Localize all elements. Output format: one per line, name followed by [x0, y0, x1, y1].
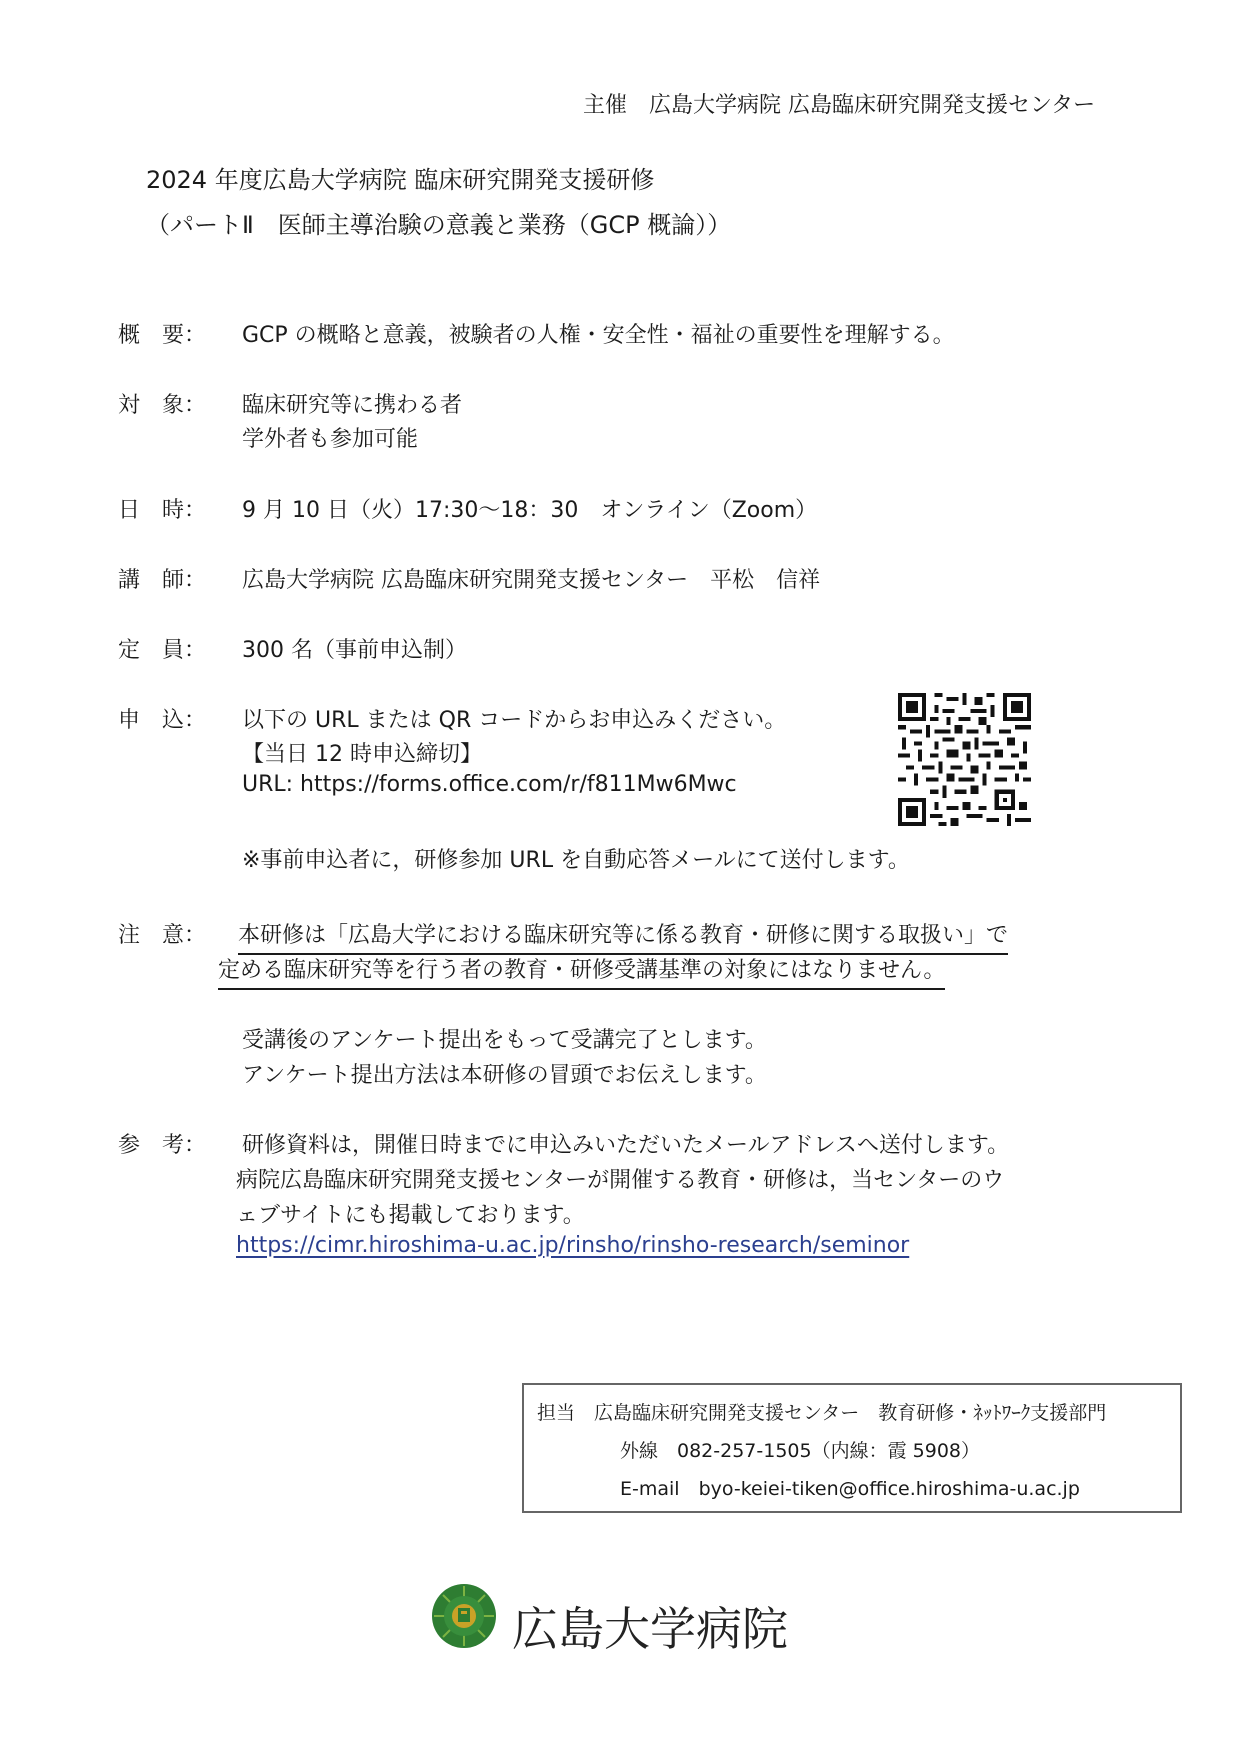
- datetime-label: 日 時：: [118, 498, 207, 523]
- capacity-text: 300 名（事前申込制）: [242, 638, 467, 663]
- apply-line-1: 以下の URL または QR コードからお申込みください。: [242, 708, 787, 733]
- target-line-2: 学外者も参加可能: [242, 427, 419, 452]
- overview-label: 概 要：: [118, 323, 207, 348]
- caution-line-3: 受講後のアンケート提出をもって受講完了とします。: [242, 1028, 767, 1053]
- capacity-label: 定 員：: [118, 638, 207, 663]
- datetime-text: 9 月 10 日（火）17:30～18：30 オンライン（Zoom）: [242, 498, 818, 523]
- caution-line-4: アンケート提出方法は本研修の冒頭でお伝えします。: [242, 1063, 767, 1088]
- apply-deadline: 【当日 12 時申込締切】: [242, 742, 482, 767]
- reference-label: 参 考：: [118, 1133, 207, 1158]
- caution-line-2: 定める臨床研究等を行う者の教育・研修受講基準の対象にはなりません。: [218, 953, 945, 990]
- lecturer-text: 広島大学病院 広島臨床研究開発支援センター 平松 信祥: [242, 568, 821, 593]
- caution-line-1: 本研修は「広島大学における臨床研究等に係る教育・研修に関する取扱い」で: [238, 918, 1008, 955]
- caution-label: 注 意：: [118, 923, 207, 948]
- contact-line-1: 担当 広島臨床研究開発支援センター 教育研修・ﾈｯﾄﾜｰｸ支援部門: [537, 1402, 1107, 1424]
- lecturer-label: 講 師：: [118, 568, 207, 593]
- logo-text: 広島大学病院: [512, 1602, 788, 1656]
- target-line-1: 臨床研究等に携わる者: [242, 393, 463, 418]
- reference-line-2: 病院広島臨床研究開発支援センターが開催する教育・研修は，当センターのウ: [236, 1168, 1005, 1193]
- overview-text: GCP の概略と意義，被験者の人権・安全性・福祉の重要性を理解する。: [242, 323, 955, 348]
- target-label: 対 象：: [118, 393, 207, 418]
- hospital-emblem-icon: [430, 1582, 498, 1650]
- title-line-1: 2024 年度広島大学病院 臨床研究開発支援研修: [146, 166, 655, 194]
- reference-line-1: 研修資料は，開催日時までに申込みいただいたメールアドレスへ送付します。: [242, 1133, 1010, 1158]
- organizer: 主催 広島大学病院 広島臨床研究開発支援センター: [583, 93, 1096, 118]
- qr-code-icon[interactable]: [898, 693, 1031, 826]
- apply-url[interactable]: URL: https://forms.office.com/r/f811Mw6Mwc: [242, 772, 737, 797]
- contact-line-3[interactable]: E-mail byo-keiei-tiken@office.hiroshima-u.ac.jp: [620, 1478, 1080, 1500]
- title-line-2: （パートⅡ 医師主導治験の意義と業務（GCP 概論））: [146, 211, 732, 239]
- contact-line-2: 外線 082-257-1505（内線：霞 5908）: [620, 1440, 980, 1462]
- apply-label: 申 込：: [118, 708, 207, 733]
- reference-link[interactable]: https://cimr.hiroshima-u.ac.jp/rinsho/rinsho-research/seminor: [236, 1233, 910, 1258]
- reference-line-3: ェブサイトにも掲載しております。: [236, 1203, 585, 1228]
- apply-note: ※事前申込者に，研修参加 URL を自動応答メールにて送付します。: [242, 848, 910, 873]
